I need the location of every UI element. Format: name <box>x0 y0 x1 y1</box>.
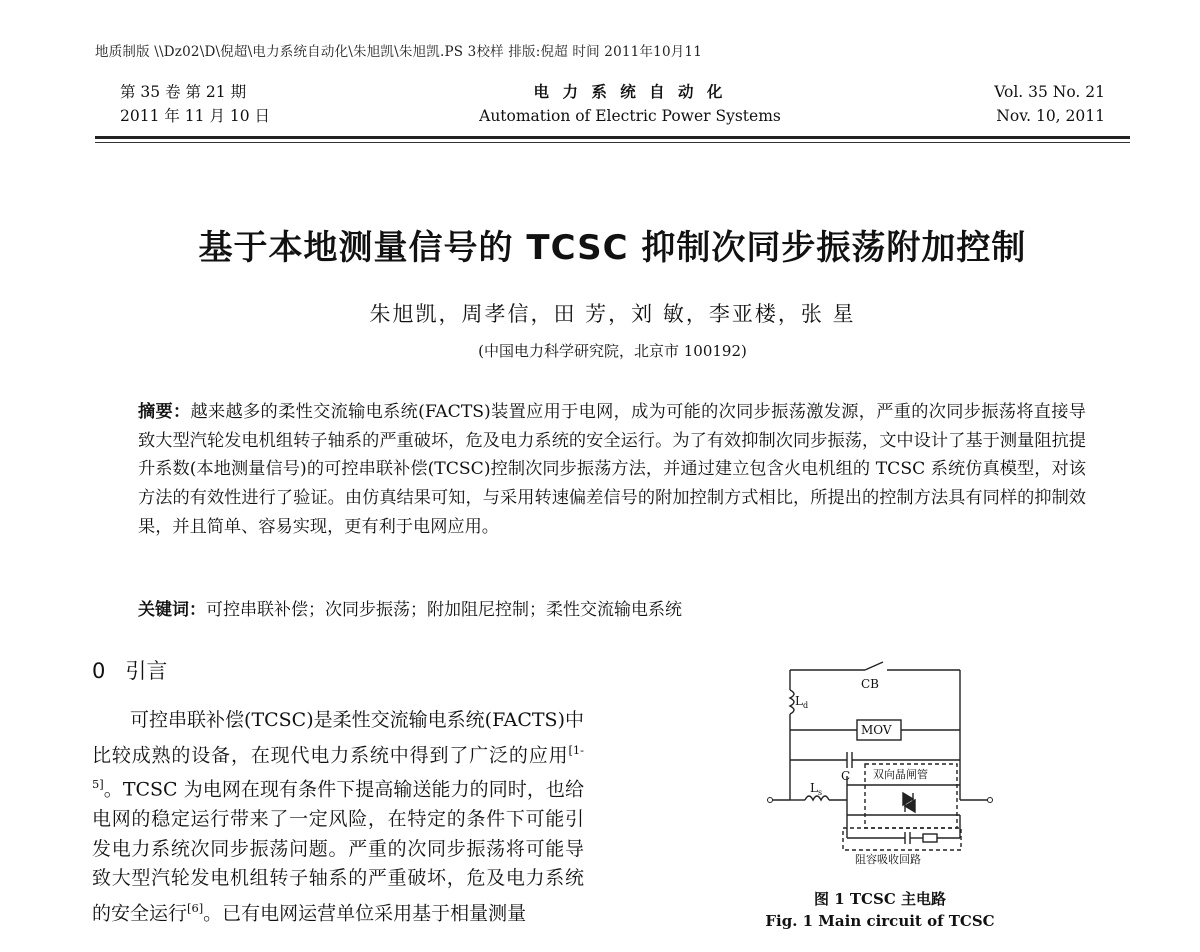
label-thyristor: 双向晶闸管 <box>873 768 928 781</box>
citation: [6] <box>187 900 204 915</box>
caption-en: Fig. 1 Main circuit of TCSC <box>765 912 995 930</box>
body-text <box>92 706 584 928</box>
date-en: Nov. 10, 2011 <box>996 107 1105 125</box>
caption-cn: 图 1 TCSC 主电路 <box>814 890 946 908</box>
abstract <box>138 398 1086 542</box>
label-mov: MOV <box>861 723 892 737</box>
label-ld: $L_d$ <box>795 694 809 710</box>
header-center <box>450 80 810 128</box>
section-number: 0 <box>92 659 106 683</box>
keywords <box>138 595 1086 620</box>
keywords-text: 可控串联补偿；次同步振荡；附加阻尼控制；柔性交流输电系统 <box>206 600 682 620</box>
label-cb: CB <box>861 677 879 691</box>
header-left <box>120 80 270 128</box>
authors: 朱旭凯，周孝信，田 芳，刘 敏，李亚楼，张 星 <box>369 302 856 326</box>
abstract-label: 摘要： <box>138 402 191 422</box>
label-rc: 阻容吸收回路 <box>855 853 921 866</box>
section-heading <box>92 655 167 685</box>
text-run: 。TCSC 为电网在现有条件下提高输送能力的同时，也给电网的稳定运行带来了一定风险，在特定的条件下可能引发电力系统次同步振荡问题。严重的次同步振荡将可能导致大型汽轮发电机组转子轴系的严重破坏，危及电力系统的安全运行 <box>92 778 584 924</box>
header-rule-thin <box>95 142 1130 143</box>
text-run: 。已有电网运营单位采用基于相量测量 <box>203 901 527 924</box>
header-right <box>940 80 1105 128</box>
paper-title: 基于本地测量信号的 TCSC 抑制次同步振荡附加控制 <box>198 228 1027 268</box>
figure-caption <box>740 888 1020 932</box>
proof-info-line: 地质制版 \\Dz02\D\倪超\电力系统自动化\朱旭凯\朱旭凯.PS 3校样 排版:倪超 时间 2011年10月11 <box>95 44 703 60</box>
volume-en: Vol. 35 No. 21 <box>994 83 1105 101</box>
citation: [1-5] <box>92 742 584 792</box>
label-ls: $L_s$ <box>810 781 823 797</box>
label-c: C <box>841 769 851 783</box>
paragraph <box>92 706 584 928</box>
section-title: 引言 <box>125 659 168 683</box>
abstract-text: 越来越多的柔性交流输电系统(FACTS)装置应用于电网，成为可能的次同步振荡激发源，严重的次同步振荡将直接导致大型汽轮发电机组转子轴系的严重破坏，危及电力系统的安全运行。为了有效抑制次同步振荡，文中设计了基于测量阻抗提升系数(本地测量信号)的可控串联补偿(TCSC)控制次同步振荡方法，并通过建立包含火电机组的 TCSC 系统仿真模型，对该方法的有效性进行了验证。由仿真结果可知，与采用转速偏差信号的附加控制方式相比，所提出的控制方法具有同样的抑制效果，并且简单、容易实现，更有利于电网应用。 <box>138 402 1086 537</box>
volume-cn: 第 35 卷 第 21 期 <box>120 83 247 101</box>
header-rule-thick <box>95 136 1130 139</box>
date-cn: 2011 年 11 月 10 日 <box>120 107 271 125</box>
affiliation: (中国电力科学研究院，北京市 100192) <box>478 342 747 360</box>
journal-name-cn: 电 力 系 统 自 动 化 <box>533 82 727 101</box>
text-run: 可控串联补偿(TCSC)是柔性交流输电系统(FACTS)中比较成熟的设备，在现代电力系统中得到了广泛的应用 <box>92 709 584 766</box>
keywords-label: 关键词： <box>138 600 206 620</box>
journal-name-en: Automation of Electric Power Systems <box>479 107 781 125</box>
tcsc-circuit-diagram <box>765 660 995 880</box>
